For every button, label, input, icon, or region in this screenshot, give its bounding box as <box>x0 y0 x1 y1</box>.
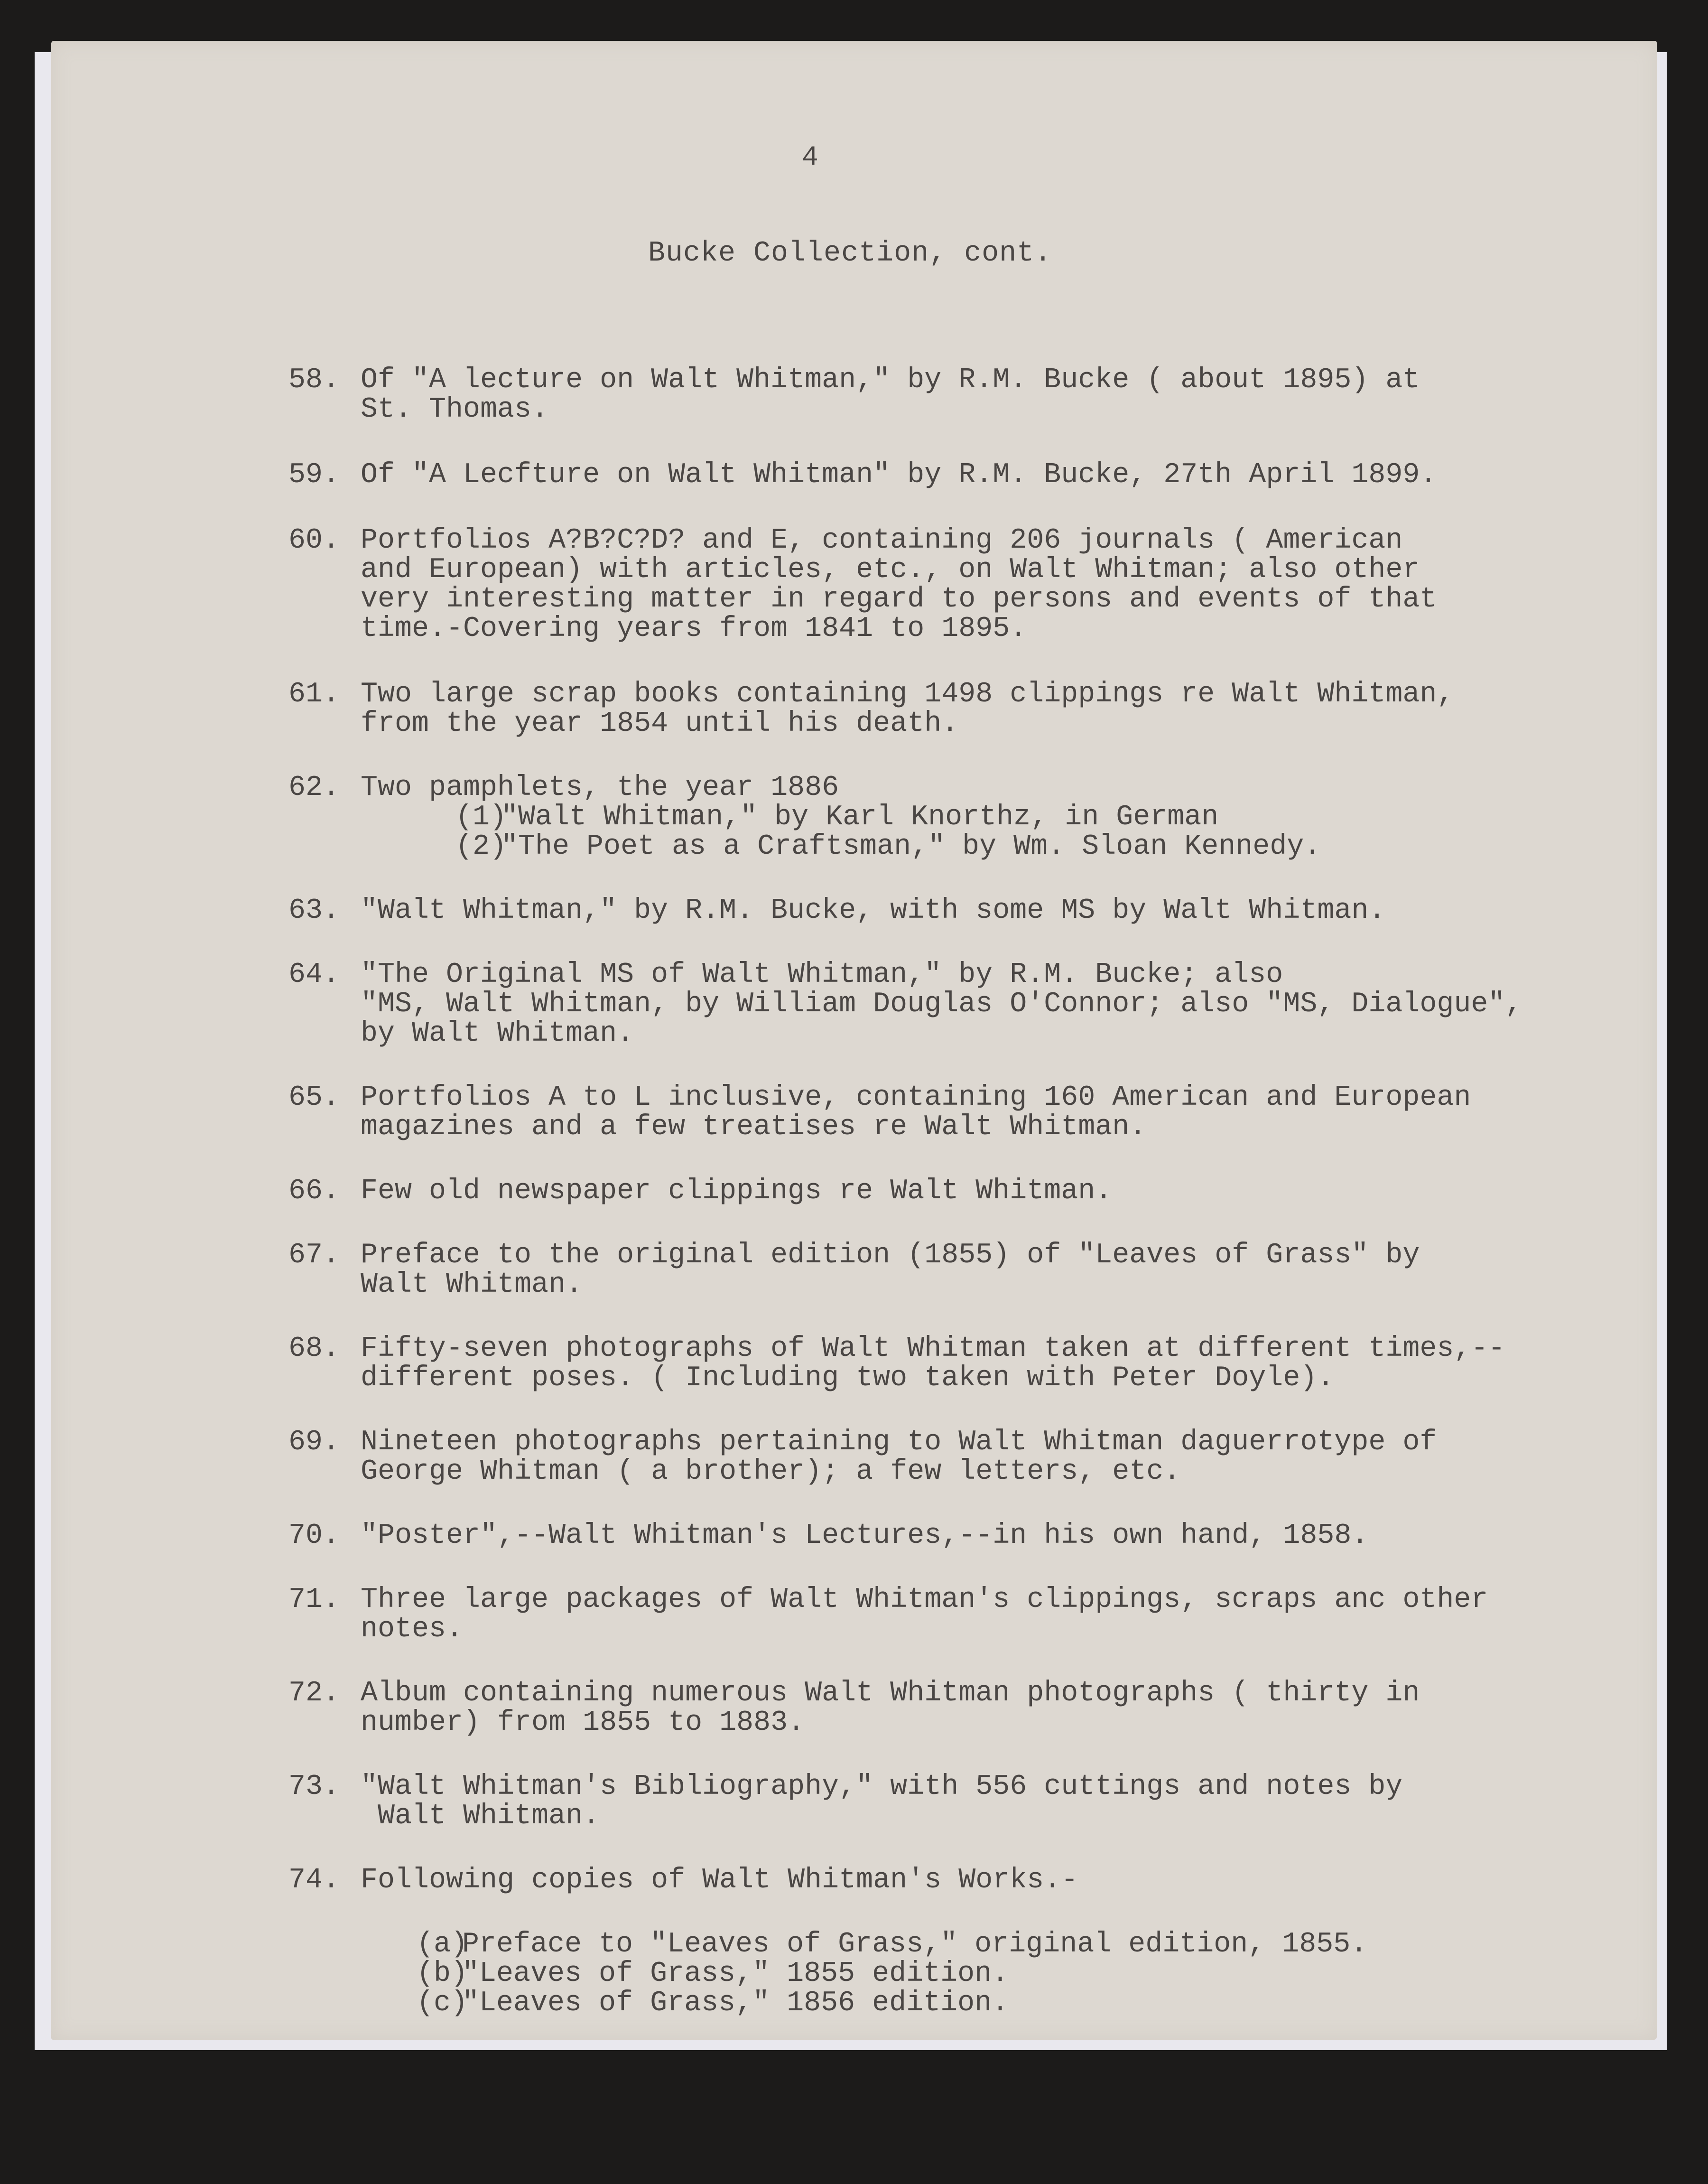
entry-73 <box>288 1772 1664 1831</box>
entry-67 <box>288 1241 1664 1299</box>
sub-item <box>455 803 1664 832</box>
entry-59 <box>288 460 1664 490</box>
entry-63 <box>288 896 1664 925</box>
entry-text <box>361 1428 1664 1486</box>
sub-item <box>417 1959 1664 1988</box>
entry-58 <box>288 365 1664 424</box>
entry-line: "Poster",--Walt Whitman's Lectures,--in his own hand, 1858. <box>361 1520 1369 1552</box>
entry-66 <box>288 1176 1664 1206</box>
page-number: 4 <box>802 142 818 173</box>
entry-text <box>361 1585 1664 1644</box>
entry-number: 64. <box>288 959 340 991</box>
entry-74 <box>288 1866 1664 2018</box>
entry-number: 58. <box>288 364 340 396</box>
entry-64 <box>288 960 1664 1048</box>
entry-text <box>361 365 1664 424</box>
entry-line: Two large scrap books containing 1498 clippings re Walt Whitman, <box>361 678 1454 710</box>
sub-list <box>455 803 1664 861</box>
entry-number: 68. <box>288 1333 340 1365</box>
entry-line: "The Original MS of Walt Whitman," by R.M. Bucke; also <box>361 959 1283 991</box>
entry-line: Portfolios A to L inclusive, containing 160 American and European <box>361 1082 1471 1114</box>
entry-line: St. Thomas. <box>361 393 549 426</box>
entry-number: 74. <box>288 1864 340 1896</box>
sub-item <box>417 1988 1664 2018</box>
sub-item <box>417 1930 1664 1959</box>
entry-text <box>361 1772 1664 1831</box>
sub-marker: (b) <box>417 1958 468 1990</box>
sub-marker: (1) <box>455 801 507 833</box>
entry-line: "Walt Whitman," by R.M. Bucke, with some MS by Walt Whitman. <box>361 895 1386 927</box>
entry-69 <box>288 1428 1664 1486</box>
entry-number: 72. <box>288 1677 340 1709</box>
entry-number: 73. <box>288 1771 340 1803</box>
sub-item <box>455 832 1664 861</box>
entry-line: from the year 1854 until his death. <box>361 708 959 740</box>
entry-text <box>361 1083 1664 1142</box>
sub-text: "Leaves of Grass," 1855 edition. <box>462 1958 1009 1990</box>
entry-text <box>361 1334 1664 1393</box>
entry-71 <box>288 1585 1664 1644</box>
entry-number: 60. <box>288 524 340 557</box>
entry-number: 65. <box>288 1082 340 1114</box>
entry-60 <box>288 526 1664 644</box>
entry-line: Following copies of Walt Whitman's Works.- <box>361 1864 1078 1896</box>
sub-text: "The Poet as a Craftsman," by Wm. Sloan Kennedy. <box>501 831 1321 863</box>
entry-number: 69. <box>288 1426 340 1458</box>
entry-line: Three large packages of Walt Whitman's clippings, scraps anc other <box>361 1584 1488 1616</box>
entry-line: Preface to the original edition (1855) of "Leaves of Grass" by <box>361 1239 1420 1271</box>
entry-line: Album containing numerous Walt Whitman photographs ( thirty in <box>361 1677 1420 1709</box>
entry-text <box>361 526 1664 644</box>
entry-number: 67. <box>288 1239 340 1271</box>
entry-line: Fifty-seven photographs of Walt Whitman taken at different times,-- <box>361 1333 1505 1365</box>
sub-text: "Walt Whitman," by Karl Knorthz, in German <box>501 801 1219 833</box>
entry-line: "Walt Whitman's Bibliography," with 556 cuttings and notes by <box>361 1771 1403 1803</box>
sub-marker: (2) <box>455 831 507 863</box>
entry-line: Few old newspaper clippings re Walt Whitman. <box>361 1175 1113 1207</box>
entry-text <box>361 1241 1664 1299</box>
entry-number: 63. <box>288 895 340 927</box>
entry-line: different poses. ( Including two taken with Peter Doyle). <box>361 1362 1335 1394</box>
entry-line: George Whitman ( a brother); a few letters, etc. <box>361 1456 1181 1488</box>
entry-65 <box>288 1083 1664 1142</box>
entry-line: Walt Whitman. <box>361 1800 600 1832</box>
entry-line: very interesting matter in regard to persons and events of that <box>361 583 1437 616</box>
entry-line: Two pamphlets, the year 1886 <box>361 772 839 804</box>
entry-text <box>361 896 1664 925</box>
entry-72 <box>288 1679 1664 1737</box>
entry-number: 70. <box>288 1520 340 1552</box>
entry-line: Walt Whitman. <box>361 1269 583 1301</box>
entry-line: by Walt Whitman. <box>361 1017 634 1050</box>
entry-text <box>361 773 1664 861</box>
entry-text <box>361 960 1664 1048</box>
entry-61 <box>288 680 1664 738</box>
entry-text <box>361 1176 1664 1206</box>
entry-number: 66. <box>288 1175 340 1207</box>
entry-line: Nineteen photographs pertaining to Walt Whitman daguerrotype of <box>361 1426 1437 1458</box>
entry-line: notes. <box>361 1613 464 1645</box>
entry-text <box>361 1679 1664 1737</box>
sub-list <box>417 1930 1664 2018</box>
entry-line: number) from 1855 to 1883. <box>361 1707 805 1739</box>
entry-list <box>288 365 1664 2053</box>
page-heading: Bucke Collection, cont. <box>648 237 1052 270</box>
entry-text <box>361 680 1664 738</box>
entry-62 <box>288 773 1664 861</box>
entry-number: 62. <box>288 772 340 804</box>
entry-line: "MS, Walt Whitman, by William Douglas O'Connor; also "MS, Dialogue", <box>361 988 1522 1020</box>
entry-70 <box>288 1521 1664 1550</box>
entry-line: time.-Covering years from 1841 to 1895. <box>361 613 1027 645</box>
entry-number: 71. <box>288 1584 340 1616</box>
entry-number: 61. <box>288 678 340 710</box>
entry-line: Portfolios A?B?C?D? and E, containing 206 journals ( American <box>361 524 1403 557</box>
sub-marker: (a) <box>417 1928 468 1960</box>
sub-marker: (c) <box>417 1987 468 2019</box>
entry-text <box>361 1521 1664 1550</box>
entry-line: Of "A lecture on Walt Whitman," by R.M. Bucke ( about 1895) at <box>361 364 1420 396</box>
entry-text <box>361 460 1664 490</box>
entry-line: and European) with articles, etc., on Walt Whitman; also other <box>361 554 1420 586</box>
entry-number: 59. <box>288 459 340 491</box>
entry-68 <box>288 1334 1664 1393</box>
sub-text: "Leaves of Grass," 1856 edition. <box>462 1987 1009 2019</box>
entry-line: magazines and a few treatises re Walt Whitman. <box>361 1111 1147 1143</box>
sub-text: Preface to "Leaves of Grass," original edition, 1855. <box>462 1928 1368 1960</box>
entry-line: Of "A Lecfture on Walt Whitman" by R.M. Bucke, 27th April 1899. <box>361 459 1437 491</box>
entry-text <box>361 1866 1664 2018</box>
